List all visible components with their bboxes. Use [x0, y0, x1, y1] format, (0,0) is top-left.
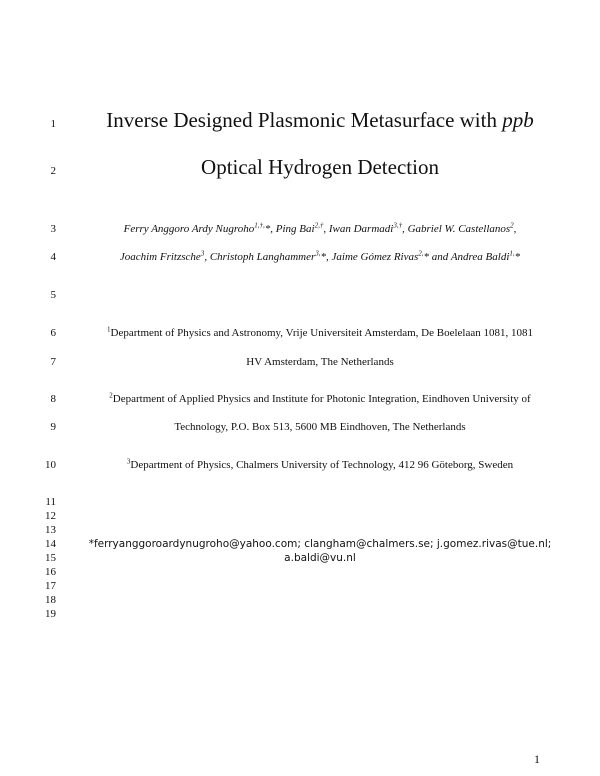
affiliation-1-cont: HV Amsterdam, The Netherlands	[246, 356, 394, 368]
line-number: 14	[45, 538, 56, 550]
affiliation-2	[70, 393, 570, 405]
affiliation-1	[70, 327, 570, 339]
page-title	[70, 108, 570, 133]
corresponding-mark: *	[320, 251, 326, 263]
title-line1: Inverse Designed Plasmonic Metasurface with	[106, 108, 503, 132]
affiliation-3	[70, 459, 570, 471]
author-affil-sup: 1,	[509, 249, 515, 258]
author-name: Joachim Fritzsche	[119, 251, 201, 263]
title-line2: Optical Hydrogen Detection	[201, 155, 439, 179]
author-name: Ping Bai	[275, 223, 315, 235]
author-affil-sup: 2,	[418, 249, 424, 258]
contact-emails-cont: a.baldi@vu.nl	[284, 552, 356, 564]
author-line-1: Ferry Anggoro Ardy Nugroho$^{1,\dagger,}$*, Ping Bai$^{2,\dagger}$, Iwan Darmadi$^{3,\dagger}$, Gabriel W. Castellanos$^2$,	[123, 221, 517, 235]
line-number: 12	[45, 510, 56, 522]
affiliation-text: Department of Applied Physics and Institute for Photonic Integration, Eindhoven University of	[112, 393, 531, 405]
line-number: 5	[50, 289, 56, 301]
corresponding-mark: *	[514, 251, 521, 263]
corresponding-mark: *	[264, 223, 271, 235]
line-number: 10	[45, 459, 56, 471]
author-affil-sup: 2	[510, 221, 514, 230]
affiliation-number: 3	[126, 457, 131, 466]
author-name: Gabriel W. Castellanos	[407, 223, 511, 235]
author-name: Christoph Langhammer	[209, 251, 316, 263]
author-name: Iwan Darmadi	[328, 223, 394, 235]
author-name: Ferry Anggoro Ardy Nugroho	[123, 223, 255, 235]
affiliation-2-cont: Technology, P.O. Box 513, 5600 MB Eindhoven, The Netherlands	[174, 421, 466, 433]
line-number: 4	[50, 251, 56, 263]
line-number: 9	[50, 421, 56, 433]
author-affil-sup: 1,†,	[254, 221, 265, 230]
author-name: Jaime Gómez Rivas	[331, 251, 419, 263]
affiliation-text: Department of Physics and Astronomy, Vrije Universiteit Amsterdam, De Boelelaan 1081, 1081	[110, 327, 533, 339]
author-affil-sup: 3	[200, 249, 205, 258]
line-number: 1	[50, 118, 56, 130]
title-line1-italic: ppb	[502, 108, 534, 132]
author-line-2: Joachim Fritzsche$^3$, Christoph Langhammer$^{3,}$*, Jaime Gómez Rivas$^{2,}$* and Andrea Baldi$^{1,}$*	[119, 249, 521, 263]
author-affil-sup: 3,†	[393, 221, 403, 230]
line-number: 6	[50, 327, 56, 339]
line-number: 19	[45, 608, 56, 620]
author-affil-sup: 3,	[315, 249, 321, 258]
author-name: Andrea Baldi	[450, 251, 510, 263]
line-number: 16	[45, 566, 56, 578]
line-number: 15	[45, 552, 56, 564]
author-conjunction: and	[431, 251, 449, 263]
affiliation-number: 1	[107, 325, 111, 334]
affiliation-text: Department of Physics, Chalmers University of Technology, 412 96 Göteborg, Sweden	[130, 459, 514, 471]
line-number: 18	[45, 594, 56, 606]
line-number: 7	[50, 356, 56, 368]
contact-emails: *ferryanggoroardynugroho@yahoo.com; clangham@chalmers.se; j.gomez.rivas@tue.nl;	[88, 538, 552, 550]
affiliation-number: 2	[109, 391, 113, 400]
line-number: 11	[45, 496, 56, 508]
line-number: 8	[50, 393, 56, 405]
page-number: 1	[534, 752, 540, 766]
line-number: 3	[50, 223, 56, 235]
corresponding-mark: *	[423, 251, 430, 263]
line-number: 13	[45, 524, 56, 536]
author-affil-sup: 2,†	[314, 221, 324, 230]
line-number: 2	[50, 165, 56, 177]
line-number: 17	[45, 580, 56, 592]
